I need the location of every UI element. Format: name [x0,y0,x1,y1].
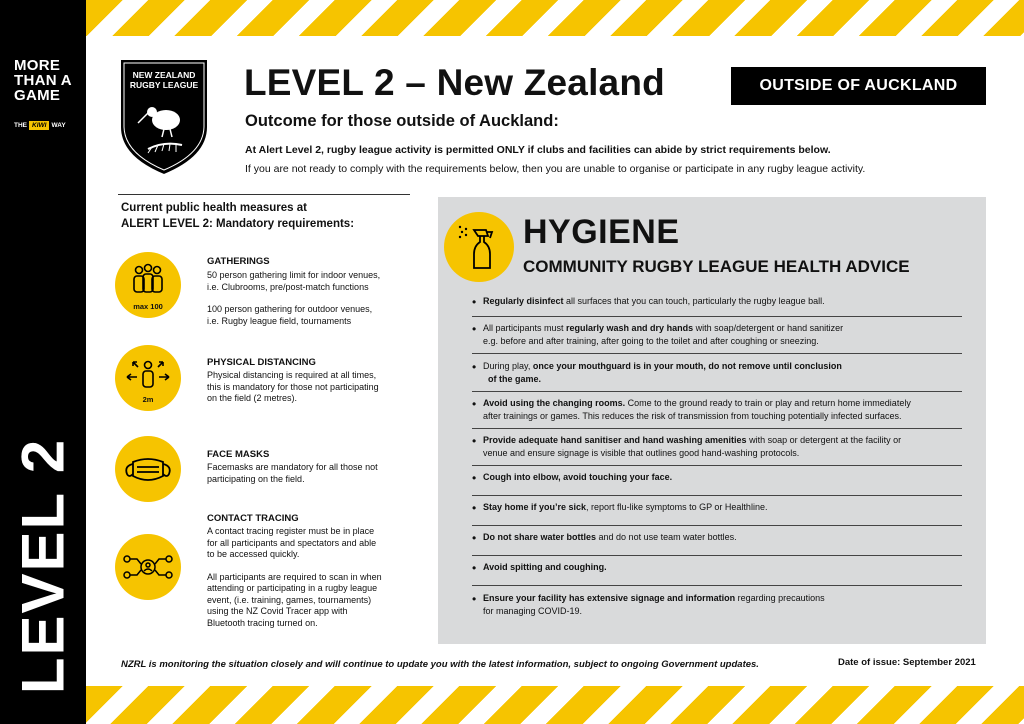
hazard-stripe-top [86,0,1024,36]
distancing-line: on the field (2 metres). [207,393,298,403]
intro-text: If you are not ready to comply with the requirements below, then you are unable to organise or participate in any rugby league activity. [245,163,866,175]
hygiene-title: HYGIENE [523,213,680,251]
advice-item [472,471,962,484]
divider [472,495,962,496]
divider [472,316,962,317]
advice-item [472,434,962,460]
distancing-icon-circle [115,345,181,411]
advice-item [472,360,962,386]
brand-wordmark [14,58,72,103]
advice-item [472,592,962,618]
advice-text: with soap/detergent or hand sanitizer [693,323,844,333]
tracing-text [207,526,417,629]
spray-bottle-icon [444,212,514,282]
divider [472,391,962,392]
advice-item [472,295,962,308]
hygiene-subtitle: COMMUNITY RUGBY LEAGUE HEALTH ADVICE [523,257,910,276]
divider [472,525,962,526]
logo-text-line1: NEW ZEALAND [132,70,196,80]
divider [472,428,962,429]
page-subtitle: Outcome for those outside of Auckland: [245,112,559,130]
advice-text: Come to the ground ready to train or play and return home immediately [625,398,911,408]
advice-bold: Cough into elbow, avoid touching your face. [483,472,673,482]
advice-bold: Do not share water bottles [483,532,597,542]
tracing-line: event, (i.e. training, games, tournaments) [207,594,372,605]
advice-bold: regularly wash and dry hands [566,323,694,333]
issue-date: Date of issue: September 2021 [838,657,976,668]
advice-bold: once your mouthguard is in your mouth, do not remove until conclusion [532,361,842,371]
advice-item [472,322,962,348]
divider [118,194,410,195]
gatherings-icon-caption: max 100 [133,302,163,311]
distancing-title: PHYSICAL DISTANCING [207,357,316,368]
masks-line: participating on the field. [207,473,305,484]
advice-text: All participants must [483,323,567,333]
divider [472,555,962,556]
tracing-title: CONTACT TRACING [207,513,299,524]
gatherings-line: 100 person gathering for outdoor venues, [207,304,373,314]
intro-bold: At Alert Level 2, rugby league activity is permitted ONLY if clubs and facilities can abide by strict requirements below. [245,144,831,156]
gatherings-line: i.e. Clubrooms, pre/post-match functions [207,281,369,292]
masks-text [207,462,417,485]
measures-heading [121,200,354,232]
tracing-line: for all participants and spectators and able [207,537,377,548]
advice-bold: of the game. [488,374,542,384]
gatherings-title: GATHERINGS [207,256,270,267]
brand-tagline [14,121,66,130]
advice-bold: Avoid spitting and coughing. [483,562,607,572]
footer-note: NZRL is monitoring the situation closely and will continue to update you with the latest information, subject to ongoing Government updates. [121,659,759,670]
tracing-line: using the NZ Covid Tracer app with [207,606,348,616]
advice-text: after trainings or games. This reduces the risk of transmission from touching potentially infected surfaces. [483,411,902,421]
masks-title: FACE MASKS [207,449,270,460]
tagline-post: WAY [51,122,66,129]
advice-text: , report flu-like symptoms to GP or Healthline. [586,502,768,512]
advice-item [472,501,962,514]
advice-item [472,397,962,423]
advice-text: with soap or detergent at the facility or [746,435,902,445]
gatherings-line: i.e. Rugby league field, tournaments [207,315,352,326]
tagline-pre: THE [14,122,27,129]
brand-line: MORE [14,57,61,74]
distancing-line: Physical distancing is required at all times, [207,370,377,380]
tracing-line: A contact tracing register must be in place [207,526,375,536]
distancing-text [207,370,417,405]
advice-text: for managing COVID-19. [483,606,583,616]
logo-text-line2: RUGBY LEAGUE [129,80,199,90]
hygiene-icon-circle [444,212,514,282]
divider [472,585,962,586]
tracing-icon-circle [115,534,181,600]
advice-item [472,531,962,544]
vertical-level-label: LEVEL 2 [9,437,77,695]
tracing-line: Bluetooth tracing turned on. [207,617,318,628]
brand-line: THAN A [14,72,72,89]
advice-bold: Provide adequate hand sanitiser and hand washing amenities [483,435,747,445]
tracing-line: All participants are required to scan in when [207,571,382,582]
divider [472,353,962,354]
distancing-line: this is mandatory for those not participating [207,381,379,392]
distancing-icon-caption: 2m [142,395,154,404]
gatherings-line: 50 person gathering limit for indoor venues, [207,270,381,280]
nzrl-logo [118,57,210,177]
measures-heading-line1: Current public health measures at [121,202,307,214]
advice-bold: Avoid using the changing rooms. [483,398,626,408]
hazard-stripe-bottom [86,686,1024,724]
gatherings-icon-circle [115,252,181,318]
tracing-line: attending or participating in a rugby league [207,583,378,593]
masks-line: Facemasks are mandatory for all those not [207,462,378,472]
advice-text: During play, [483,361,533,371]
advice-text: all surfaces that you can touch, particularly the rugby league ball. [563,296,825,306]
page-title: LEVEL 2 – New Zealand [244,62,665,103]
face-mask-icon [115,436,181,502]
advice-text: venue and ensure signage is visible that outlines good hand-washing protocols. [483,448,800,458]
tagline-kiwi: KIWI [29,121,49,130]
advice-text: and do not use team water bottles. [596,532,737,542]
advice-item [472,561,962,574]
advice-bold: Ensure your facility has extensive signage and information [483,593,736,603]
measures-heading-line2: ALERT LEVEL 2: Mandatory requirements: [121,218,355,230]
masks-icon-circle [115,436,181,502]
divider [472,465,962,466]
brand-line: GAME [14,87,61,104]
advice-bold: Regularly disinfect [483,296,564,306]
tracing-line: to be accessed quickly. [207,549,300,559]
region-badge: OUTSIDE OF AUCKLAND [731,67,986,105]
sidebar [0,0,86,724]
advice-text: regarding precautions [735,593,825,603]
advice-bold: Stay home if you’re sick [483,502,587,512]
contact-network-icon [115,534,181,600]
advice-text: e.g. before and after training, after going to the toilet and after coughing or sneezing. [483,336,819,346]
gatherings-text [207,270,417,327]
